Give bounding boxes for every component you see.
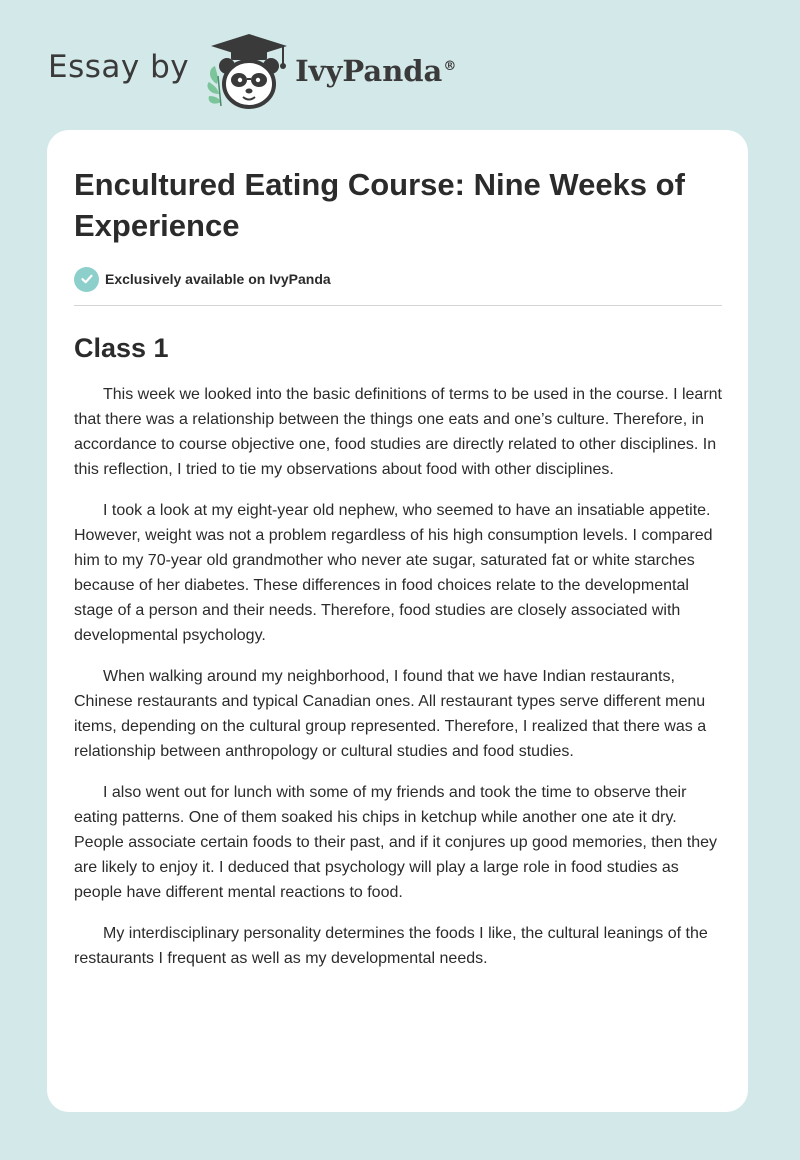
registered-mark: ® — [443, 59, 457, 75]
body-paragraph: My interdisciplinary personality determines the foods I like, the cultural leanings of the restaurants I frequent as well as my developmental needs. — [74, 925, 708, 967]
body-paragraph: I also went out for lunch with some of my friends and took the time to observe their eating patterns. One of them soaked his chips in ketchup while another one ate it dry. People associate certain foods to their past, and if it conjures up good memories, then they are likely to enjoy it. I deduced that psychology will play a large role in food studies as people have different mental reactions to food. — [74, 784, 718, 901]
essay-by-label: Essay by — [48, 49, 190, 85]
body-paragraph: When walking around my neighborhood, I found that we have Indian restaurants, Chinese restaurants and typical Canadian ones. All restaurant types serve different menu items, depending on the cultural group represented. Therefore, I realized that there was a relationship between anthropology or cultural studies and food studies. — [74, 668, 707, 760]
brand-name-text: IvyPanda — [295, 54, 443, 88]
divider — [74, 305, 722, 306]
exclusive-notice — [74, 266, 722, 292]
body-paragraph: I took a look at my eight-year old nephew, who seemed to have an insatiable appetite. However, weight was not a problem regardless of his high consumption levels. I compared him to my 70-year old grandmother who never ate sugar, saturated fat or white starches because of her diabetes. These differences in food choices relate to the developmental stage of a person and their needs. Therefore, food studies are closely associated with developmental psychology. — [74, 502, 713, 644]
panda-graduate-logo-icon[interactable] — [203, 32, 295, 112]
site-header — [48, 32, 456, 112]
check-icon — [74, 267, 99, 292]
exclusive-label: Exclusively available on IvyPanda — [105, 271, 331, 287]
section-heading: Class 1 — [74, 333, 169, 363]
ivypanda-wordmark[interactable] — [295, 54, 456, 88]
body-paragraph: This week we looked into the basic definitions of terms to be used in the course. I learnt that there was a relationship between the things one eats and one’s culture. Therefore, in accordance to course objective one, food studies are directly related to other disciplines. In this reflection, I tried to tie my observations about food with other disciplines. — [74, 386, 722, 478]
essay-card — [47, 130, 748, 1112]
page-title: Encultured Eating Course: Nine Weeks of Experience — [74, 167, 685, 243]
